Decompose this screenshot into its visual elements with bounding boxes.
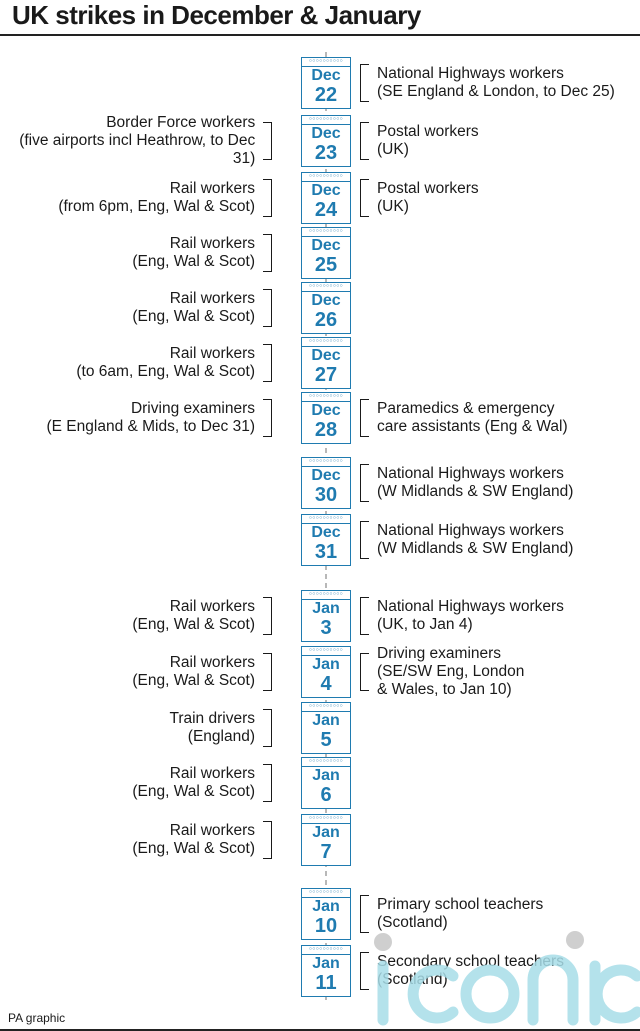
date-day: 10 <box>314 915 338 937</box>
date-month: Dec <box>311 467 341 484</box>
calendar-rings-icon: ○○○○○○○○○○ <box>302 515 350 524</box>
calendar-rings-icon: ○○○○○○○○○○ <box>302 338 350 347</box>
left-event-label: Rail workers (Eng, Wal & Scot) <box>132 290 255 325</box>
date-day: 4 <box>320 673 332 695</box>
date-month: Jan <box>312 955 340 972</box>
right-bracket <box>360 653 369 691</box>
calendar-date-icon <box>301 646 351 698</box>
left-event <box>132 646 272 698</box>
calendar-rings-icon: ○○○○○○○○○○ <box>302 591 350 600</box>
left-event-label: Rail workers (Eng, Wal & Scot) <box>132 598 255 633</box>
calendar-rings-icon: ○○○○○○○○○○ <box>302 173 350 182</box>
left-event-label: Rail workers (Eng, Wal & Scot) <box>132 235 255 270</box>
calendar-date-icon <box>301 392 351 444</box>
right-event <box>360 172 479 224</box>
calendar-date-icon <box>301 282 351 334</box>
left-bracket <box>263 344 272 382</box>
calendar-date-icon <box>301 337 351 389</box>
strike-day-row <box>0 702 640 754</box>
source-credit: PA graphic <box>8 1011 66 1025</box>
calendar-date-icon <box>301 514 351 566</box>
strike-day-row <box>0 282 640 334</box>
left-bracket <box>263 821 272 859</box>
strike-day-row <box>0 392 640 444</box>
calendar-rings-icon: ○○○○○○○○○○ <box>302 647 350 656</box>
strike-day-row <box>0 57 640 109</box>
left-event <box>132 757 272 809</box>
date-day: 22 <box>314 84 338 106</box>
right-bracket <box>360 122 369 160</box>
date-month: Dec <box>311 237 341 254</box>
right-event-label: Postal workers (UK) <box>377 180 479 215</box>
date-day: 25 <box>314 254 338 276</box>
date-month: Dec <box>311 182 341 199</box>
right-bracket <box>360 464 369 502</box>
calendar-date-icon <box>301 757 351 809</box>
right-event-label: Driving examiners (SE/SW Eng, London & Wales, to Jan 10) <box>377 645 525 698</box>
strike-day-row <box>0 172 640 224</box>
calendar-date-icon <box>301 227 351 279</box>
date-day: 28 <box>314 419 338 441</box>
date-month: Dec <box>311 347 341 364</box>
right-event-label: Primary school teachers (Scotland) <box>377 896 544 931</box>
calendar-rings-icon: ○○○○○○○○○○ <box>302 228 350 237</box>
calendar-rings-icon: ○○○○○○○○○○ <box>302 758 350 767</box>
calendar-date-icon <box>301 172 351 224</box>
date-month: Dec <box>311 524 341 541</box>
date-month: Jan <box>312 824 340 841</box>
date-month: Jan <box>312 767 340 784</box>
left-bracket <box>263 653 272 691</box>
calendar-rings-icon: ○○○○○○○○○○ <box>302 58 350 67</box>
calendar-rings-icon: ○○○○○○○○○○ <box>302 889 350 898</box>
right-bracket <box>360 64 369 102</box>
calendar-rings-icon: ○○○○○○○○○○ <box>302 703 350 712</box>
right-event-label: National Highways workers (W Midlands & SW England) <box>377 465 574 500</box>
left-event-label: Rail workers (Eng, Wal & Scot) <box>132 765 255 800</box>
calendar-rings-icon: ○○○○○○○○○○ <box>302 815 350 824</box>
date-day: 24 <box>314 199 338 221</box>
right-event-label: National Highways workers (W Midlands & SW England) <box>377 522 574 557</box>
iconic-watermark-logo <box>355 928 640 1029</box>
left-event-label: Border Force workers (five airports incl Heathrow, to Dec 31) <box>19 114 256 167</box>
strike-day-row <box>0 227 640 279</box>
left-event-label: Rail workers (Eng, Wal & Scot) <box>132 654 255 689</box>
calendar-date-icon <box>301 457 351 509</box>
calendar-date-icon <box>301 814 351 866</box>
left-bracket <box>263 289 272 327</box>
calendar-date-icon <box>301 945 351 997</box>
left-bracket <box>263 179 272 217</box>
left-bracket <box>263 234 272 272</box>
left-event <box>132 590 272 642</box>
calendar-rings-icon: ○○○○○○○○○○ <box>302 393 350 402</box>
left-bracket <box>263 709 272 747</box>
date-day: 11 <box>315 972 337 994</box>
calendar-date-icon <box>301 57 351 109</box>
date-day: 6 <box>320 784 332 806</box>
left-event <box>132 227 272 279</box>
date-day: 5 <box>320 729 332 751</box>
right-event <box>360 57 615 109</box>
strike-day-row <box>0 590 640 642</box>
left-bracket <box>263 764 272 802</box>
calendar-rings-icon: ○○○○○○○○○○ <box>302 283 350 292</box>
date-day: 23 <box>314 142 338 164</box>
left-event-label: Train drivers (England) <box>169 710 255 745</box>
left-bracket <box>263 122 272 160</box>
right-bracket <box>360 521 369 559</box>
date-day: 7 <box>320 841 332 863</box>
page-title: UK strikes in December & January <box>12 0 421 30</box>
calendar-rings-icon: ○○○○○○○○○○ <box>302 946 350 955</box>
right-event <box>360 646 524 698</box>
right-event-label: National Highways workers (SE England & London, to Dec 25) <box>377 65 615 100</box>
date-month: Jan <box>312 600 340 617</box>
right-event <box>360 514 573 566</box>
calendar-date-icon <box>301 888 351 940</box>
calendar-date-icon <box>301 702 351 754</box>
calendar-date-icon <box>301 115 351 167</box>
left-bracket <box>263 597 272 635</box>
right-event <box>360 392 568 444</box>
left-event-label: Rail workers (Eng, Wal & Scot) <box>132 822 255 857</box>
date-month: Jan <box>312 712 340 729</box>
calendar-date-icon <box>301 590 351 642</box>
right-bracket <box>360 179 369 217</box>
calendar-rings-icon: ○○○○○○○○○○ <box>302 458 350 467</box>
strike-day-row <box>0 757 640 809</box>
right-event <box>360 590 564 642</box>
date-day: 3 <box>320 617 332 639</box>
left-event <box>0 115 272 167</box>
left-event <box>132 814 272 866</box>
date-month: Jan <box>312 898 340 915</box>
date-month: Dec <box>311 67 341 84</box>
date-day: 26 <box>314 309 338 331</box>
left-event <box>132 282 272 334</box>
right-event-label: National Highways workers (UK, to Jan 4) <box>377 598 564 633</box>
strike-day-row <box>0 115 640 167</box>
right-bracket <box>360 597 369 635</box>
right-event <box>360 115 479 167</box>
left-event <box>58 172 272 224</box>
strike-day-row <box>0 646 640 698</box>
date-month: Dec <box>311 125 341 142</box>
left-bracket <box>263 399 272 437</box>
left-event <box>169 702 272 754</box>
date-day: 30 <box>314 484 338 506</box>
right-event-label: Postal workers (UK) <box>377 123 479 158</box>
date-month: Dec <box>311 292 341 309</box>
left-event-label: Rail workers (from 6pm, Eng, Wal & Scot) <box>58 180 255 215</box>
right-event <box>360 457 573 509</box>
date-month: Jan <box>312 656 340 673</box>
left-event <box>47 392 273 444</box>
left-event-label: Driving examiners (E England & Mids, to Dec 31) <box>46 400 255 435</box>
strike-day-row <box>0 514 640 566</box>
strike-day-row <box>0 337 640 389</box>
date-day: 27 <box>314 364 338 386</box>
calendar-rings-icon: ○○○○○○○○○○ <box>302 116 350 125</box>
strike-day-row <box>0 457 640 509</box>
right-event-label: Paramedics & emergency care assistants (Eng & Wal) <box>377 400 568 435</box>
date-day: 31 <box>314 541 338 563</box>
right-bracket <box>360 399 369 437</box>
strike-day-row <box>0 814 640 866</box>
right-event-label: Secondary school teachers (Scotland) <box>377 953 564 988</box>
date-month: Dec <box>311 402 341 419</box>
left-event <box>76 337 272 389</box>
left-event-label: Rail workers (to 6am, Eng, Wal & Scot) <box>76 345 255 380</box>
